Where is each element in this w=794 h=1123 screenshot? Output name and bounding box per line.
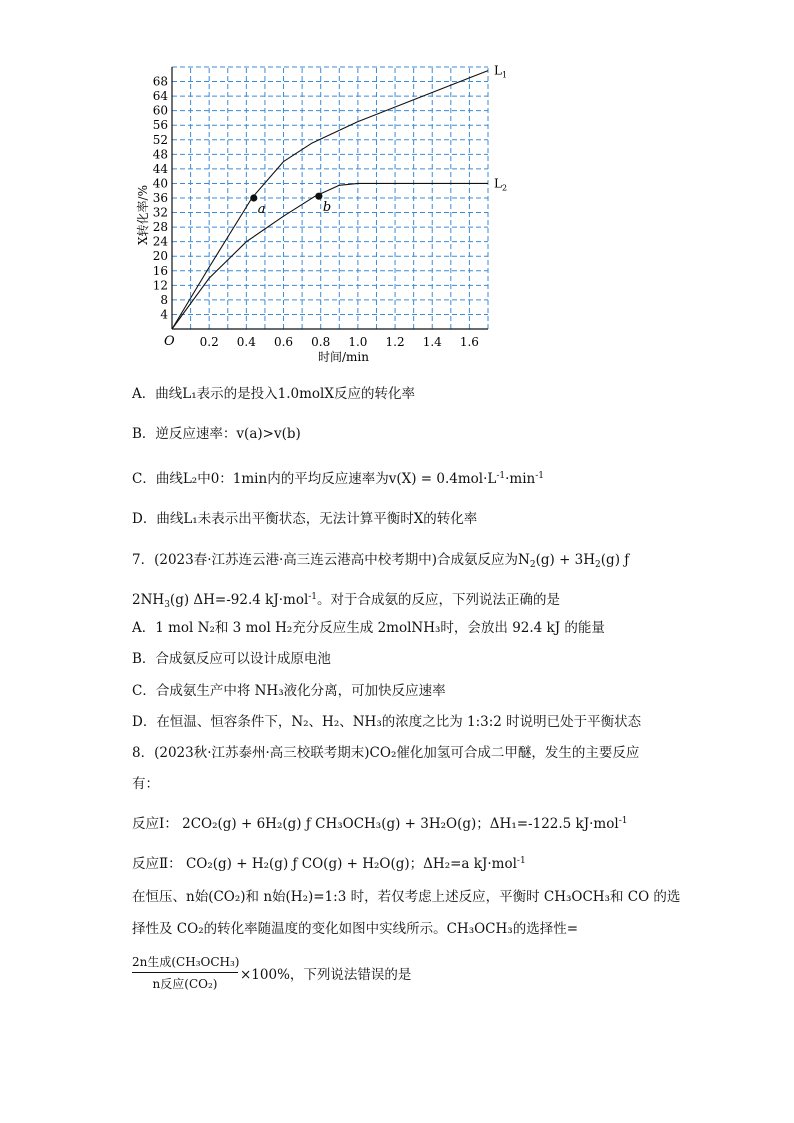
y-tick-label: 64 <box>152 89 168 104</box>
x-tick-label: 1.6 <box>459 335 479 349</box>
fraction-denominator: n反应(CO₂) <box>152 977 218 991</box>
q6-option-d: D．曲线L₁未表示出平衡状态，无法计算平衡时X的转化率 <box>132 511 478 527</box>
chart-points <box>250 193 331 217</box>
y-tick-label: 52 <box>152 132 168 147</box>
x-tick-label: 0.4 <box>236 335 256 349</box>
y-tick-label: 32 <box>152 205 168 220</box>
q8-stem: 8．(2023秋·江苏泰州·高三校联考期末)CO₂催化加氢可合成二甲醚，发生的主要反应 <box>132 745 640 761</box>
point-a <box>250 194 257 201</box>
q8-reaction-1-text: 反应Ⅰ： 2CO₂(g) + 6H₂(g) ƒ CH₃OCH₃(g) + 3H₂O(g)；ΔH₁=-122.5 kJ·mol <box>132 816 619 832</box>
x-tick-label: 0.2 <box>199 335 219 349</box>
q8-stem-line2: 有： <box>132 776 159 792</box>
q6-option-c-formula: v(X) = 0.4mol·L <box>388 471 497 487</box>
fraction-numerator: 2n生成(CH₃OCH₃) <box>132 955 240 969</box>
y-tick-label: 48 <box>152 147 168 162</box>
y-tick-label: 28 <box>152 220 168 235</box>
q7-option-b: B．合成氨反应可以设计成原电池 <box>132 651 331 667</box>
y-tick-label: 36 <box>152 191 168 205</box>
chart-ticks <box>153 75 479 349</box>
q8-reaction-1-exp: -1 <box>618 816 628 826</box>
y-tick-label: 20 <box>152 249 168 264</box>
q8-reaction-2-text: 反应Ⅱ： CO₂(g) + H₂(g) ƒ CO(g) + H₂O(g)；ΔH₂=a kJ·mol <box>132 856 517 872</box>
fraction-tail: ×100%，下列说法错误的是 <box>240 967 412 983</box>
q8-reaction-2-exp: -1 <box>516 856 526 866</box>
x-tick-label: 1.4 <box>422 335 442 349</box>
q7-stem-text2: (g) + 3H <box>535 552 596 568</box>
series-label-l2: $L_2$ <box>494 176 508 193</box>
y-tick-label: 16 <box>152 263 168 278</box>
y-tick-label: 68 <box>152 74 168 89</box>
origin-label: O <box>164 334 175 349</box>
q6-option-c-exp1: -1 <box>496 471 506 481</box>
x-tick-label: 0.8 <box>311 335 331 349</box>
x-tick-label: 0.6 <box>273 335 294 349</box>
y-tick-label: 24 <box>152 234 168 249</box>
q8-reaction-2 <box>132 852 526 873</box>
x-axis-label: 时间/min <box>318 350 369 364</box>
q7-option-a: A．1 mol N₂和 3 mol H₂充分反应生成 2molNH₃时，会放出 92.4 kJ 的能量 <box>132 620 605 636</box>
x-tick-label: 1.0 <box>348 335 368 349</box>
q6-option-c-exp2: -1 <box>535 471 545 481</box>
q7-option-d: D．在恒温、恒容条件下，N₂、H₂、NH₃的浓度之比为 1:3:2 时说明已处于平衡状态 <box>132 714 642 730</box>
y-axis-label: X转化率/% <box>136 185 150 245</box>
y-tick-label: 8 <box>160 292 168 307</box>
y-tick-label: 60 <box>152 103 168 118</box>
y-tick-label: 40 <box>152 176 168 191</box>
y-tick-label: 12 <box>152 278 168 293</box>
q6-option-c <box>132 467 544 488</box>
q6-option-b: B．逆反应速率：v(a)>v(b) <box>132 426 301 442</box>
fraction-bar <box>132 972 238 973</box>
q6-option-c-text: C．曲线L₂中0：1min内的平均反应速率为 <box>132 471 389 487</box>
y-tick-label: 4 <box>160 307 168 322</box>
q8-para-line2: 择性及 CO₂的转化率随温度的变化如图中实线所示。CH₃OCH₃的选择性= <box>132 921 579 937</box>
y-tick-label: 44 <box>152 161 168 176</box>
chart-grid <box>172 67 488 329</box>
q7-stem-line2: $2NH_3(g)$ ΔH=-92.4 kJ·mol$^{-1}$。对于合成氨的反应，下列说法正确的是 <box>132 592 561 610</box>
q7-line2-b: (g) ΔH=-92.4 kJ·mol <box>169 592 309 608</box>
q7-stem-text: 7．(2023春·江苏连云港·高三连云港高中校考期中)合成氨反应为N <box>132 552 530 568</box>
q7-stem-text3: (g) ƒ <box>600 552 630 568</box>
point-label-b: b <box>322 200 332 216</box>
x-tick-label: 1.2 <box>385 335 405 349</box>
q6-option-c-mid: ·min <box>505 471 536 487</box>
q7-line2-c: 。对于合成氨的反应，下列说法正确的是 <box>317 592 561 608</box>
point-label-a: a <box>257 202 266 217</box>
q6-option-a: A．曲线L₁表示的是投入1.0molX反应的转化率 <box>132 386 415 402</box>
q7-line2-a: 2NH <box>132 592 165 608</box>
series-label-l1: $L_1$ <box>494 63 508 80</box>
y-tick-label: 56 <box>152 118 168 133</box>
conversion-chart <box>130 55 530 367</box>
q7-option-c: C．合成氨生产中将 NH₃液化分离，可加快反应速率 <box>132 683 446 699</box>
q8-para-line1: 在恒压、n始(CO₂)和 n始(H₂)=1:3 时，若仅考虑上述反应，平衡时 CH₃OCH₃和 CO 的选 <box>132 889 681 905</box>
point-b <box>315 193 322 200</box>
q7-stem: 7．(2023春·江苏连云港·高三连云港高中校考期中)合成氨反应为$N_2(g) + 3H_2(g)$ ƒ <box>132 552 630 570</box>
q8-reaction-1 <box>132 812 627 833</box>
